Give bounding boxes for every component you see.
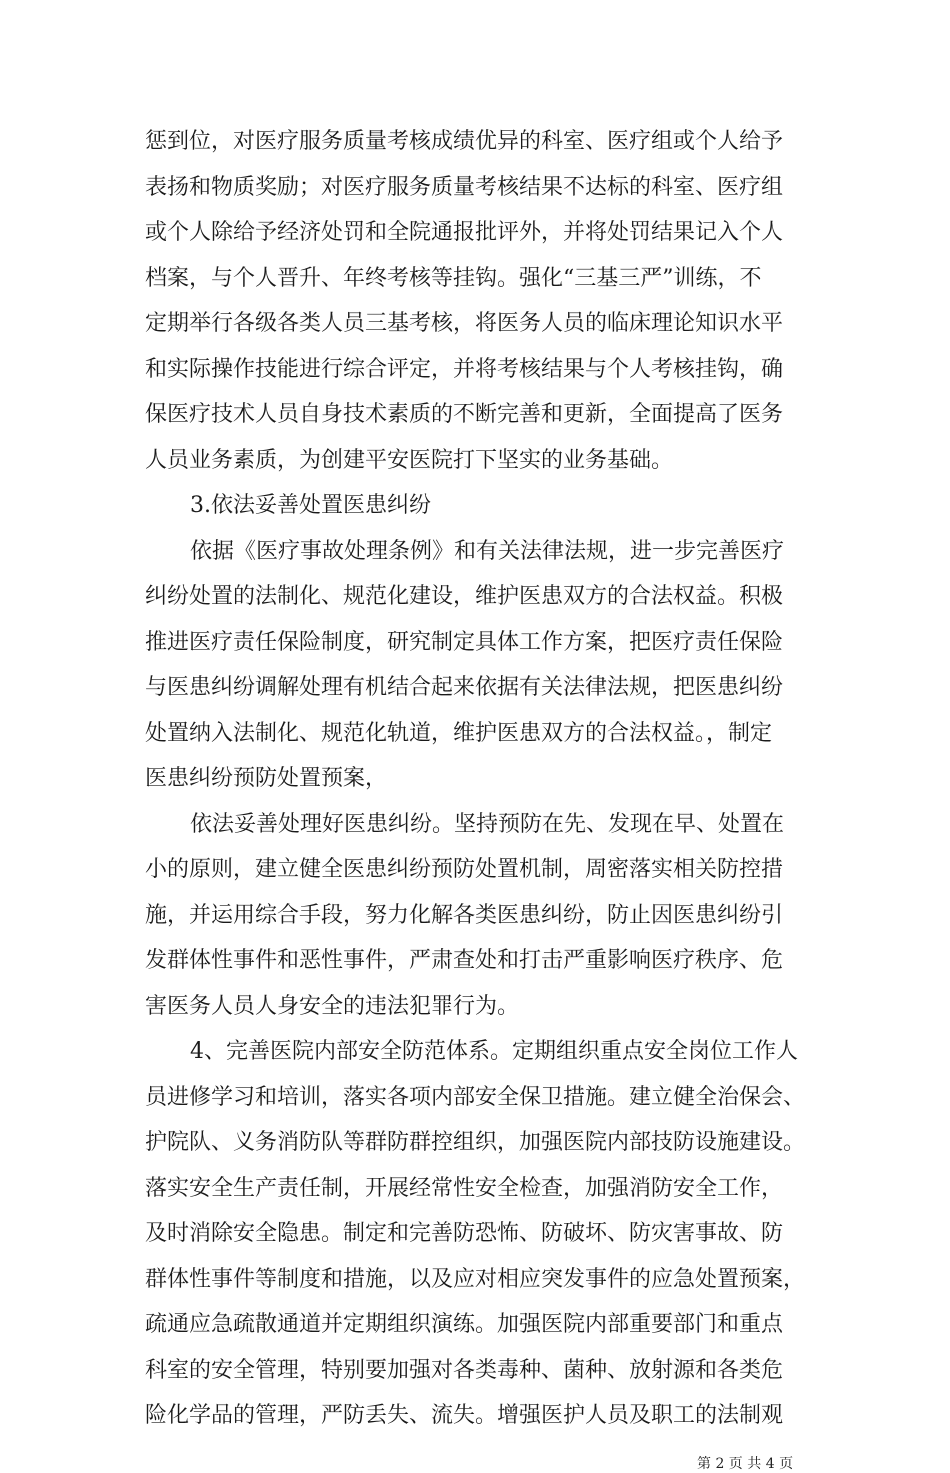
page-number: 第 2 页 共 4 页 <box>697 1456 794 1472</box>
text-line <box>0 309 950 339</box>
text-line <box>0 628 950 658</box>
text-line-content: 发群体性事件和恶性事件，严肃查处和打击严重影响医疗秩序、危 <box>145 948 784 973</box>
text-line <box>0 264 950 294</box>
text-line-content: 处置纳入法制化、规范化轨道，维护医患双方的合法权益。，制定 <box>145 721 773 746</box>
text-line-content: 科室的安全管理，特别要加强对各类毒种、菌种、放射源和各类危 <box>145 1358 784 1383</box>
text-line-content: 惩到位，对医疗服务质量考核成绩优异的科室、医疗组或个人给予 <box>145 129 784 154</box>
text-line <box>0 582 950 612</box>
text-line <box>0 855 950 885</box>
text-line-content: 定期举行各级各类人员三基考核，将医务人员的临床理论知识水平 <box>145 311 784 336</box>
text-line <box>0 673 950 703</box>
text-line-content: 与医患纠纷调解处理有机结合起来依据有关法律法规，把医患纠纷 <box>145 675 784 700</box>
text-line-content: 档案，与个人晋升、年终考核等挂钩。强化“三基三严”训练，不 <box>145 266 762 291</box>
text-line <box>0 1356 950 1386</box>
text-line <box>0 992 950 1022</box>
text-line-content: 护院队、义务消防队等群防群控组织，加强医院内部技防设施建设。 <box>145 1130 806 1155</box>
text-line-content: 保医疗技术人员自身技术素质的不断完善和更新，全面提高了医务 <box>145 402 784 427</box>
text-line-content: 群体性事件等制度和措施，以及应对相应突发事件的应急处置预案， <box>145 1267 806 1292</box>
text-line <box>0 810 950 840</box>
text-line-content: 4、完善医院内部安全防范体系。定期组织重点安全岗位工作人 <box>190 1039 798 1064</box>
text-line-content: 险化学品的管理，严防丢失、流失。增强医护人员及职工的法制观 <box>145 1403 784 1428</box>
text-line-content: 疏通应急疏散通道并定期组织演练。加强医院内部重要部门和重点 <box>145 1312 784 1337</box>
text-line-content: 或个人除给予经济处罚和全院通报批评外，并将处罚结果记入个人 <box>145 220 784 245</box>
text-line <box>0 537 950 567</box>
text-line <box>0 946 950 976</box>
text-line <box>0 1310 950 1340</box>
text-line <box>0 764 950 794</box>
text-line <box>0 719 950 749</box>
text-line <box>0 218 950 248</box>
text-line <box>0 173 950 203</box>
text-line-content: 落实安全生产责任制，开展经常性安全检查，加强消防安全工作， <box>145 1176 784 1201</box>
text-line-content: 害医务人员人身安全的违法犯罪行为。 <box>145 994 520 1019</box>
text-line <box>0 355 950 385</box>
text-line <box>0 1128 950 1158</box>
text-line-content: 医患纠纷预防处置预案， <box>145 766 388 791</box>
text-line-content: 小的原则，建立健全医患纠纷预防处置机制，周密落实相关防控措 <box>145 857 784 882</box>
text-line-content: 和实际操作技能进行综合评定，并将考核结果与个人考核挂钩，确 <box>145 357 784 382</box>
text-line <box>0 1174 950 1204</box>
text-line-content: 施，并运用综合手段，努力化解各类医患纠纷，防止因医患纠纷引 <box>145 903 784 928</box>
text-line-content: 3.依法妥善处置医患纠纷 <box>190 493 431 518</box>
text-line-content: 及时消除安全隐患。制定和完善防恐怖、防破坏、防灾害事故、防 <box>145 1221 784 1246</box>
text-line <box>0 901 950 931</box>
text-line <box>0 1401 950 1431</box>
text-line-content: 纠纷处置的法制化、规范化建设，维护医患双方的合法权益。积极 <box>145 584 784 609</box>
text-line <box>0 1037 950 1067</box>
text-line <box>0 446 950 476</box>
text-line <box>0 1265 950 1295</box>
text-line-content: 依法妥善处理好医患纠纷。坚持预防在先、发现在早、处置在 <box>190 812 785 837</box>
text-line-content: 表扬和物质奖励；对医疗服务质量考核结果不达标的科室、医疗组 <box>145 175 784 200</box>
text-line-content: 推进医疗责任保险制度，研究制定具体工作方案，把医疗责任保险 <box>145 630 784 655</box>
text-line <box>0 127 950 157</box>
text-line-content: 员进修学习和培训，落实各项内部安全保卫措施。建立健全治保会、 <box>145 1085 806 1110</box>
text-line <box>0 400 950 430</box>
section-heading <box>0 491 950 521</box>
text-line <box>0 1219 950 1249</box>
text-line <box>0 1083 950 1113</box>
text-line-content: 依据《医疗事故处理条例》和有关法律法规，进一步完善医疗 <box>190 539 785 564</box>
text-line-content: 人员业务素质，为创建平安医院打下坚实的业务基础。 <box>145 448 674 473</box>
